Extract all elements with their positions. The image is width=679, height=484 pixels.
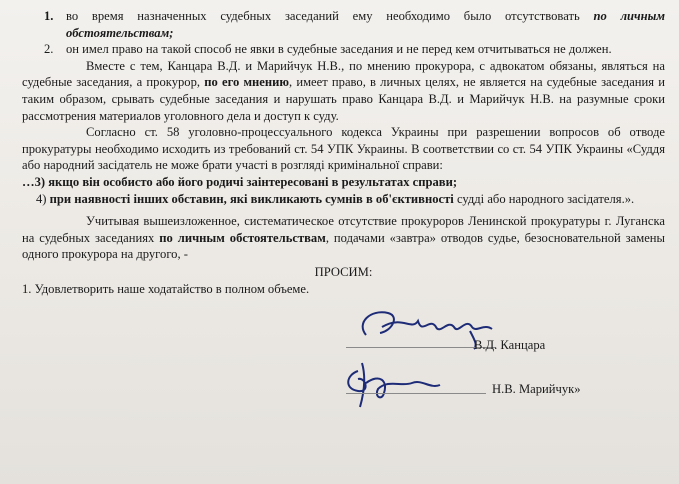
paragraph: Согласно ст. 58 уголовно-процессуального кодекса Украины при разрешении вопросов об отводе прокуратуры необходимо исходить из требований ст. 54 УПК Украины. В соответствии со ст. 54 УПК Украины «Суддя або народний засідатель не може брати участі в розгляді кримінальної справи:: [22, 125, 665, 173]
list-text-emphasis: по личным обстоятельствам;: [66, 9, 666, 40]
paragraph-text: , имеет право, в личных целях, не является на судебные заседания и таким образом, срывать судебные заседания и нарушать право Канцара В.Д. и Марийчук Н.В. на разумные сроки рассмотрения материалов уголовного дела и доступ к суду.: [22, 75, 666, 123]
signature-block: [22, 301, 665, 411]
list-item: [22, 8, 665, 41]
paragraph-emphasis: по его мнению: [204, 75, 290, 90]
signature-line: [346, 393, 486, 394]
paragraph-text: Вместе с тем, Канцара В.Д. и Марийчук Н.В., по мнению прокурора, с адвокатом обязаны, являться на судебные заседания, а прокурор,: [22, 58, 665, 90]
signer-name: В.Д. Канцара: [474, 338, 546, 353]
quote-emphasis: при наявності інших обставин, які викликають сумнів в об'єктивності: [49, 191, 454, 206]
list-number: 1.: [44, 9, 54, 23]
quote-text: судді або народного засідателя.».: [453, 191, 635, 206]
signature-image: [336, 353, 456, 409]
paragraph-text: , подачами «завтра» отводов судье, безосновательной замены одного прокурора на другого, -: [22, 230, 665, 262]
paragraph: [22, 58, 665, 124]
list-text: во время назначенных судебных заседаний ему необходимо было отсутствовать: [66, 9, 594, 23]
list-item: [22, 41, 665, 58]
signer-name: Н.В. Марийчук»: [492, 382, 581, 397]
list-text: он имел право на такой способ не явки в судебные заседания и не перед кем отчитываться не должен.: [66, 42, 612, 57]
request-item: 1. Удовлетворить наше ходатайство в полном объеме.: [22, 281, 310, 296]
list-number: 2.: [44, 42, 54, 57]
paragraph-emphasis: по личным обстоятельствам: [159, 230, 326, 245]
quote-line: …3) якщо він особисто або його родичі заінтересовані в результатах справи;: [22, 174, 458, 189]
paragraph: [22, 213, 665, 263]
paragraph-text: Учитывая вышеизложенное, систематическое отсутствие прокуроров Ленинской прокуратуры г. Луганска на судебных заседаниях: [22, 214, 665, 245]
quote-text: 4): [36, 191, 50, 206]
heading: ПРОСИМ:: [314, 264, 373, 279]
quote-line: [22, 191, 665, 208]
